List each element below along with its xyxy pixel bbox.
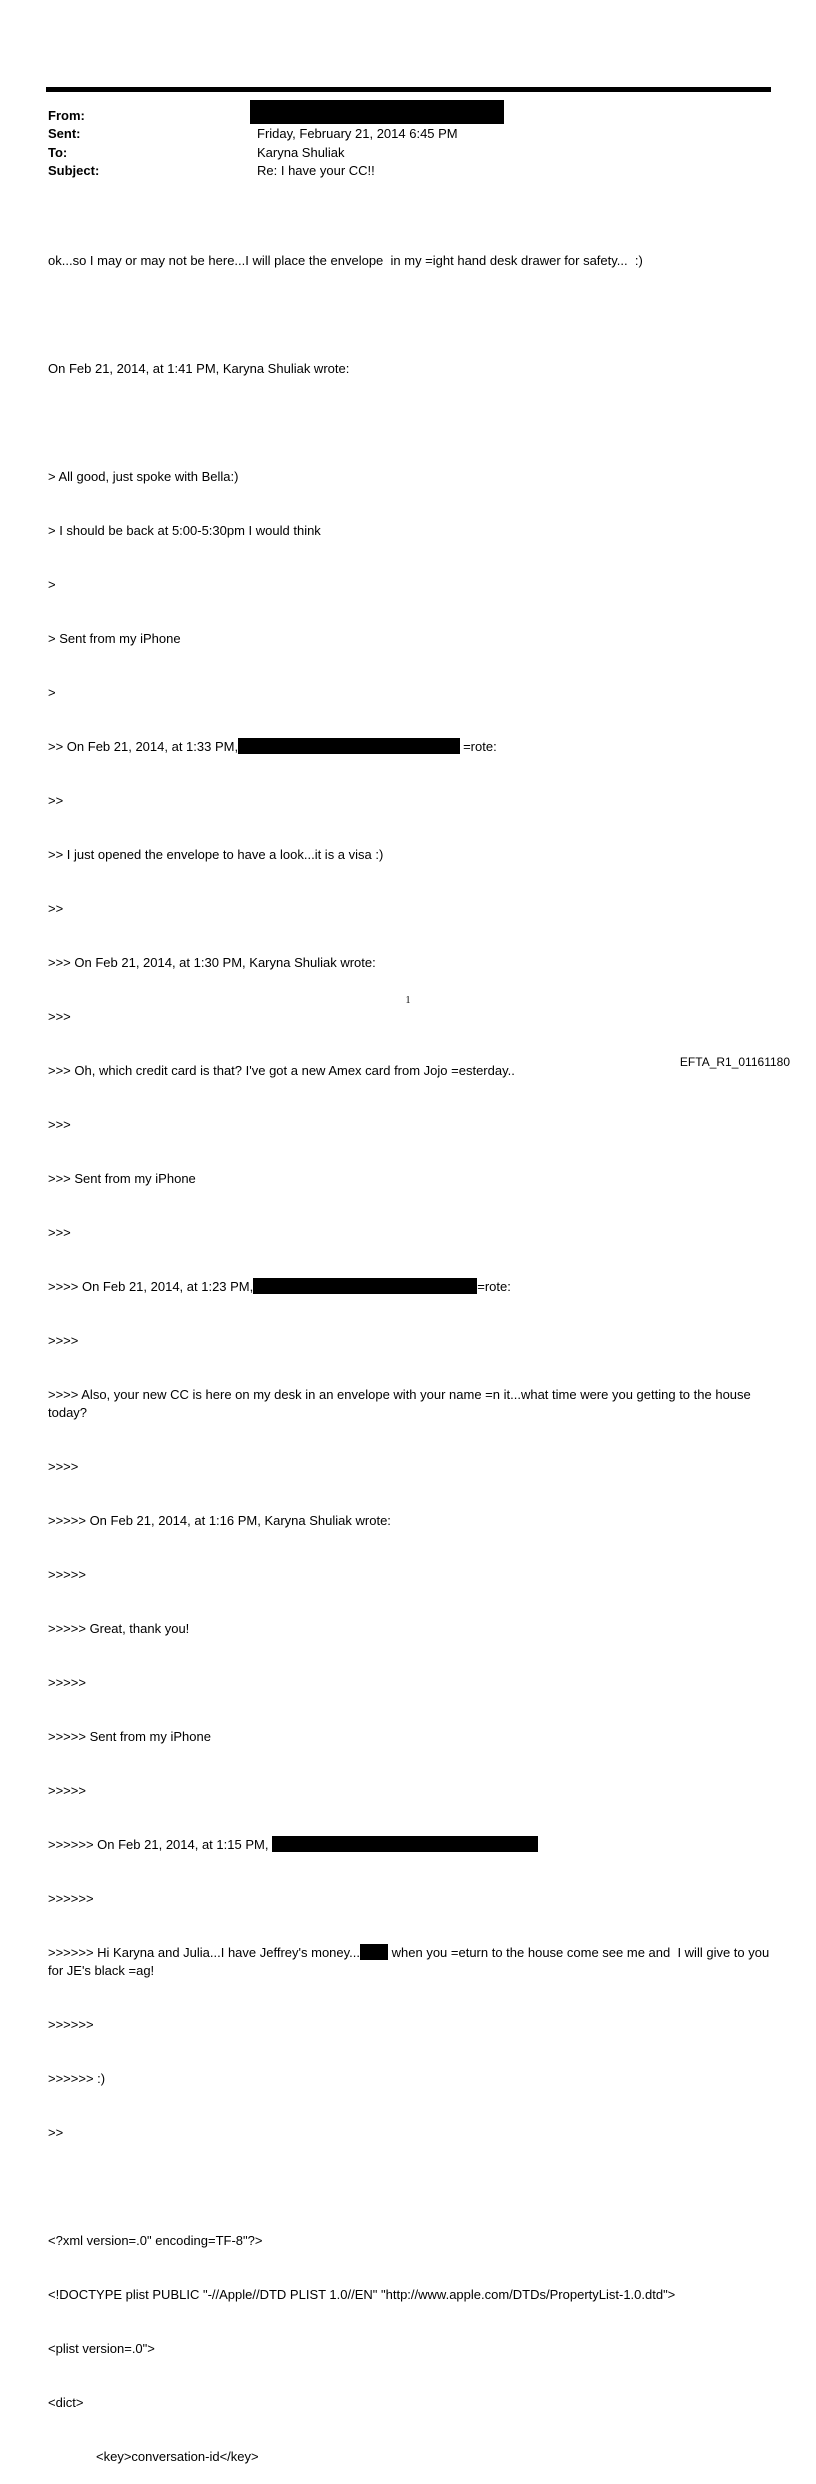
body-line: >>> <box>48 1225 71 1240</box>
header-rule <box>46 87 771 92</box>
to-label: To: <box>48 145 68 160</box>
plist-line: <?xml version=.0" encoding=TF-8"?> <box>48 2233 263 2248</box>
subject-value: Re: I have your CC!! <box>257 163 375 178</box>
sender-redaction <box>253 1278 477 1294</box>
body-line: >>>>> Sent from my iPhone <box>48 1729 211 1744</box>
plist-line: <key>conversation-id</key> <box>96 2449 259 2464</box>
quote-suffix: =rote: <box>477 1279 511 1294</box>
body-line <box>48 1944 773 1980</box>
blank-line <box>48 306 773 324</box>
quote-prefix: >> On Feb 21, 2014, at 1:33 PM, <box>48 739 239 754</box>
body-line: On Feb 21, 2014, at 1:41 PM, Karyna Shuliak wrote: <box>48 361 350 376</box>
body-line: >> <box>48 2125 64 2140</box>
email-body <box>48 216 773 2484</box>
body-line: >> <box>48 901 64 916</box>
from-label: From: <box>48 108 85 123</box>
body-line: >>>>> <box>48 1567 86 1582</box>
plist-line: <plist version=.0"> <box>48 2341 155 2356</box>
body-line: >>>>>> <box>48 1891 94 1906</box>
blank-line <box>48 2178 773 2196</box>
body-line: >>>>> On Feb 21, 2014, at 1:16 PM, Karyna Shuliak wrote: <box>48 1513 391 1528</box>
body-line: > <box>48 685 56 700</box>
amount-redaction <box>360 1944 388 1960</box>
body-line: >>>>> <box>48 1783 86 1798</box>
quote-prefix: >>>>>> On Feb 21, 2014, at 1:15 PM, <box>48 1837 269 1852</box>
body-line: >>>>>> <box>48 2017 94 2032</box>
plist-line: <dict> <box>48 2395 84 2410</box>
to-value: Karyna Shuliak <box>257 145 345 160</box>
body-line: >>>>> <box>48 1675 86 1690</box>
body-line: ok...so I may or may not be here...I will place the envelope in my =ight hand desk drawer for safety... :) <box>48 253 643 268</box>
quote-suffix: =rote: <box>463 739 497 754</box>
page-number: 1 <box>405 995 411 1006</box>
body-line: >> <box>48 793 64 808</box>
body-line: >> I just opened the envelope to have a look...it is a visa :) <box>48 847 384 862</box>
sender-redaction <box>272 1836 538 1852</box>
body-line: >>>>> Great, thank you! <box>48 1621 190 1636</box>
body-line: >>>> <box>48 1459 79 1474</box>
body-line: >>> <box>48 1009 71 1024</box>
quote-prefix: >>>> On Feb 21, 2014, at 1:23 PM, <box>48 1279 254 1294</box>
subject-label: Subject: <box>48 163 100 178</box>
bates-number: EFTA_R1_01161180 <box>679 1055 790 1069</box>
body-line: > <box>48 577 56 592</box>
body-line <box>48 1278 773 1296</box>
body-line: >>>> Also, your new CC is here on my desk in an envelope with your name =n it...what time were you getting to the house today? <box>48 1387 755 1420</box>
body-line: > All good, just spoke with Bella:) <box>48 469 239 484</box>
sent-value: Friday, February 21, 2014 6:45 PM <box>257 126 458 141</box>
blank-line <box>48 414 773 432</box>
sender-redaction <box>238 738 460 754</box>
quote-suffix: when you =eturn to the house come see me and I will give to you for JE's black =ag! <box>48 1945 773 1978</box>
body-line: >>> On Feb 21, 2014, at 1:30 PM, Karyna Shuliak wrote: <box>48 955 376 970</box>
plist-line: <!DOCTYPE plist PUBLIC "-//Apple//DTD PLIST 1.0//EN" "http://www.apple.com/DTDs/PropertyList-1.0.dtd"> <box>48 2287 676 2302</box>
body-line: > Sent from my iPhone <box>48 631 181 646</box>
body-line: >>> Oh, which credit card is that? I've got a new Amex card from Jojo =esterday.. <box>48 1063 515 1078</box>
sent-label: Sent: <box>48 126 81 141</box>
body-line <box>48 1836 773 1854</box>
body-line <box>48 738 773 756</box>
body-line: > I should be back at 5:00-5:30pm I would think <box>48 523 321 538</box>
from-redaction <box>250 100 504 124</box>
body-line: >>> <box>48 1117 71 1132</box>
body-line: >>>>>> :) <box>48 2071 106 2086</box>
quote-prefix: >>>>>> Hi Karyna and Julia...I have Jeffrey's money... <box>48 1945 361 1960</box>
body-line: >>> Sent from my iPhone <box>48 1171 196 1186</box>
body-line: >>>> <box>48 1333 79 1348</box>
